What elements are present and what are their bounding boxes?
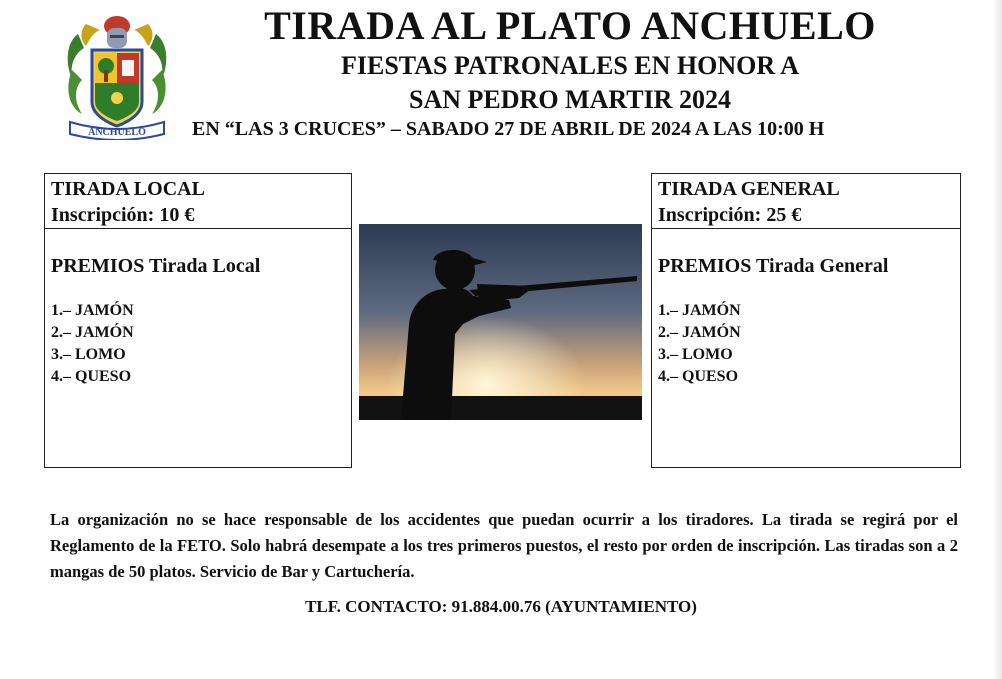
general-shoot-header <box>652 174 960 229</box>
subtitle-line-2: SAN PEDRO MARTIR 2024 <box>409 85 731 114</box>
general-shoot-box <box>651 173 961 468</box>
local-shoot-title: TIRADA LOCAL <box>51 178 205 200</box>
list-item: 4.– QUESO <box>51 368 132 385</box>
list-item: 1.– JAMÓN <box>658 302 741 319</box>
page-title: TIRADA AL PLATO ANCHUELO <box>264 3 876 48</box>
subtitle-line-1: FIESTAS PATRONALES EN HONOR A <box>341 51 799 80</box>
page-edge-shadow <box>992 0 1002 679</box>
disclaimer-text: La organización no se hace responsable de los accidentes que puedan ocurrir a los tiradores. La tirada se regirá por el Reglamento de la FETO. Solo habrá desempate a los tres primeros puestos, el resto por orden de inscripción. Las tiradas son a 2 mangas de 50 platos. Servicio de Bar y Cartuchería. <box>50 510 958 581</box>
local-prizes-title: PREMIOS Tirada Local <box>51 255 261 277</box>
coat-of-arms-icon <box>64 10 170 140</box>
general-prize-list <box>658 300 954 388</box>
local-prize-list <box>51 300 345 388</box>
list-item: 3.– LOMO <box>658 346 733 363</box>
local-shoot-header <box>45 174 351 229</box>
list-item: 1.– JAMÓN <box>51 302 134 319</box>
list-item: 4.– QUESO <box>658 368 739 385</box>
venue-date-line: EN “LAS 3 CRUCES” – SABADO 27 DE ABRIL DE 2024 A LAS 10:00 H <box>192 118 825 140</box>
contact-phone: TLF. CONTACTO: 91.884.00.76 (AYUNTAMIENTO) <box>305 597 697 616</box>
local-shoot-box <box>44 173 352 468</box>
list-item: 2.– JAMÓN <box>51 324 134 341</box>
general-prizes-section <box>652 229 960 388</box>
general-shoot-title: TIRADA GENERAL <box>658 178 840 200</box>
shooter-silhouette-image <box>359 224 642 420</box>
local-shoot-fee: Inscripción: 10 € <box>51 204 195 226</box>
general-prizes-title: PREMIOS Tirada General <box>658 255 889 277</box>
list-item: 2.– JAMÓN <box>658 324 741 341</box>
local-prizes-section <box>45 229 351 388</box>
crest-banner-text: ANCHUELO <box>88 127 146 138</box>
list-item: 3.– LOMO <box>51 346 126 363</box>
general-shoot-fee: Inscripción: 25 € <box>658 204 802 226</box>
